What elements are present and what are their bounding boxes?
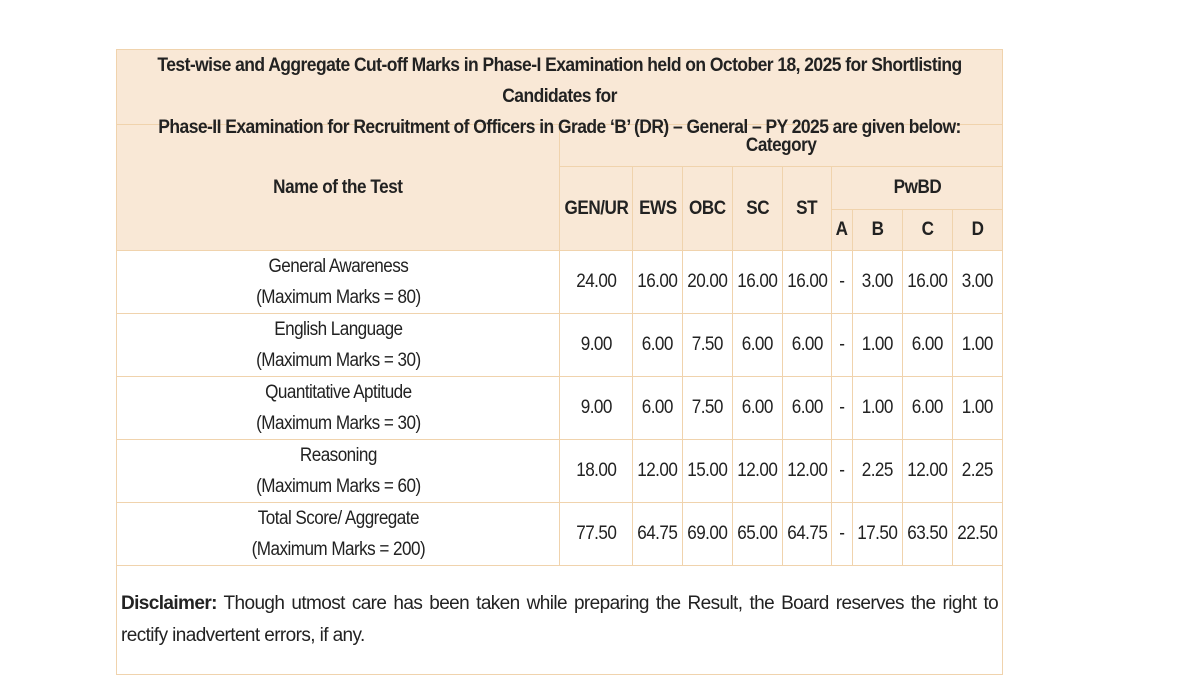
value-cell: 6.00 xyxy=(903,377,953,440)
value-cell: 22.50 xyxy=(953,503,1003,566)
value-cell: 18.00 xyxy=(560,440,633,503)
value-cell: 20.00 xyxy=(683,251,733,314)
value-cell: 6.00 xyxy=(733,314,783,377)
disclaimer xyxy=(117,566,1003,675)
value-cell: 9.00 xyxy=(560,377,633,440)
value-cell: 1.00 xyxy=(953,314,1003,377)
table-row xyxy=(117,440,1003,503)
cutoff-table-container xyxy=(116,49,1002,675)
col-header-sc: SC xyxy=(733,167,783,251)
col-header-gen-ur: GEN/UR xyxy=(560,167,633,251)
value-cell: 7.50 xyxy=(683,377,733,440)
value-cell: 12.00 xyxy=(733,440,783,503)
value-cell: - xyxy=(832,440,853,503)
title-line-1: Test-wise and Aggregate Cut-off Marks in Phase-I Examination held on October 18, 2025 for Shortlisting Candidates for xyxy=(157,55,962,107)
value-cell: 3.00 xyxy=(853,251,903,314)
table-row xyxy=(117,251,1003,314)
value-cell: 1.00 xyxy=(953,377,1003,440)
col-header-pwbd-a: A xyxy=(832,210,853,251)
value-cell: 63.50 xyxy=(903,503,953,566)
value-cell: 64.75 xyxy=(633,503,683,566)
value-cell: - xyxy=(832,377,853,440)
category-header: Category xyxy=(560,125,1003,167)
value-cell: - xyxy=(832,503,853,566)
test-name-cell: Total Score/ Aggregate (Maximum Marks = 200) xyxy=(117,503,560,566)
cutoff-marks-table xyxy=(116,49,1003,675)
value-cell: - xyxy=(832,314,853,377)
value-cell: 1.00 xyxy=(853,314,903,377)
name-of-test-header: Name of the Test xyxy=(117,125,560,251)
value-cell: 6.00 xyxy=(783,314,832,377)
value-cell: - xyxy=(832,251,853,314)
value-cell: 6.00 xyxy=(783,377,832,440)
table-row xyxy=(117,314,1003,377)
value-cell: 9.00 xyxy=(560,314,633,377)
col-header-pwbd-b: B xyxy=(853,210,903,251)
value-cell: 2.25 xyxy=(953,440,1003,503)
value-cell: 16.00 xyxy=(903,251,953,314)
table-title xyxy=(117,50,1003,138)
test-name-cell: English Language (Maximum Marks = 30) xyxy=(117,314,560,377)
value-cell: 6.00 xyxy=(633,314,683,377)
table-row xyxy=(117,377,1003,440)
value-cell: 17.50 xyxy=(853,503,903,566)
value-cell: 12.00 xyxy=(633,440,683,503)
value-cell: 12.00 xyxy=(903,440,953,503)
value-cell: 69.00 xyxy=(683,503,733,566)
disclaimer-label: Disclaimer: xyxy=(121,593,217,614)
value-cell: 65.00 xyxy=(733,503,783,566)
test-name-cell: General Awareness (Maximum Marks = 80) xyxy=(117,251,560,314)
col-header-st: ST xyxy=(783,167,832,251)
pwbd-header: PwBD xyxy=(832,167,1003,210)
value-cell: 6.00 xyxy=(733,377,783,440)
value-cell: 15.00 xyxy=(683,440,733,503)
value-cell: 7.50 xyxy=(683,314,733,377)
test-name-cell: Quantitative Aptitude (Maximum Marks = 30) xyxy=(117,377,560,440)
value-cell: 16.00 xyxy=(783,251,832,314)
value-cell: 6.00 xyxy=(633,377,683,440)
title-line-2: Phase-II Examination for Recruitment of Officers in Grade ‘B’ (DR) – General – PY 2025 are given below: xyxy=(158,117,961,138)
test-name-cell: Reasoning (Maximum Marks = 60) xyxy=(117,440,560,503)
value-cell: 12.00 xyxy=(783,440,832,503)
col-header-pwbd-d: D xyxy=(953,210,1003,251)
value-cell: 6.00 xyxy=(903,314,953,377)
col-header-pwbd-c: C xyxy=(903,210,953,251)
disclaimer-text: Though utmost care has been taken while preparing the Result, the Board reserves the right to rectify inadvertent errors, if any. xyxy=(121,593,999,646)
value-cell: 64.75 xyxy=(783,503,832,566)
table-row xyxy=(117,503,1003,566)
col-header-ews: EWS xyxy=(633,167,683,251)
value-cell: 16.00 xyxy=(733,251,783,314)
col-header-obc: OBC xyxy=(683,167,733,251)
value-cell: 77.50 xyxy=(560,503,633,566)
value-cell: 2.25 xyxy=(853,440,903,503)
value-cell: 24.00 xyxy=(560,251,633,314)
value-cell: 16.00 xyxy=(633,251,683,314)
value-cell: 1.00 xyxy=(853,377,903,440)
value-cell: 3.00 xyxy=(953,251,1003,314)
